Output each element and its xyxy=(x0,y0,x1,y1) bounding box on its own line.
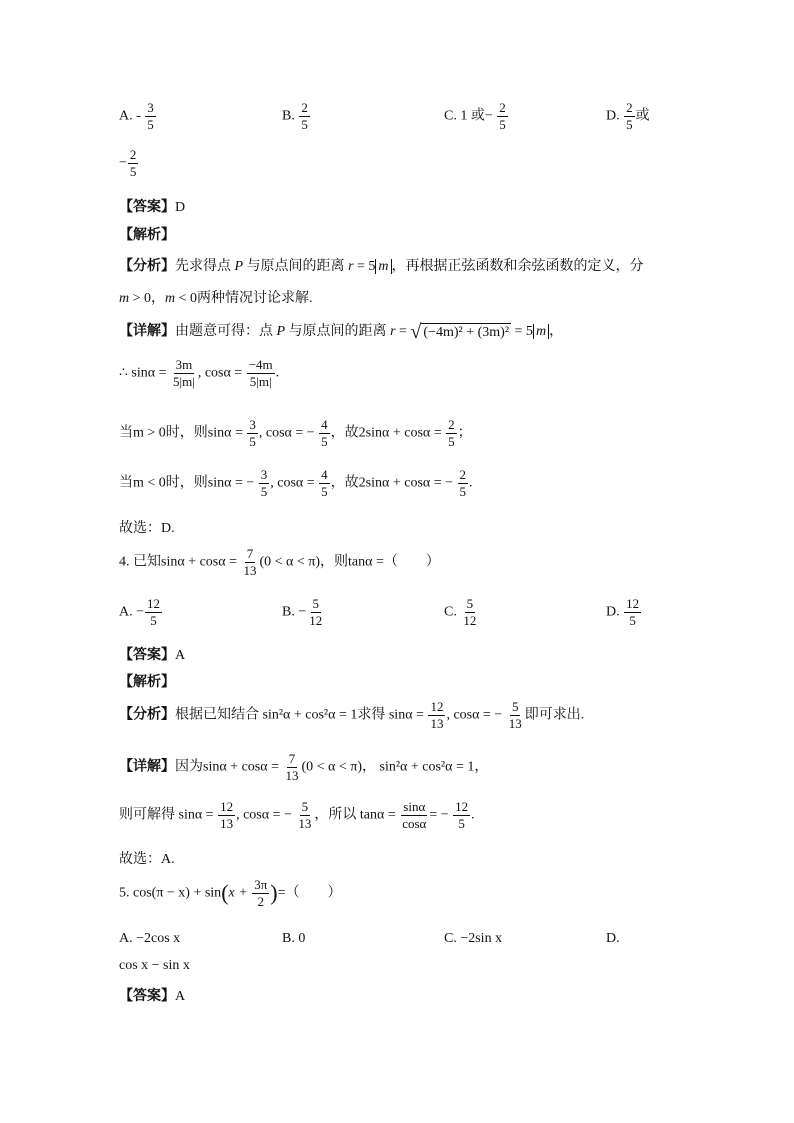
abs-m: m xyxy=(533,324,549,339)
text: = xyxy=(395,324,411,339)
fraction xyxy=(145,597,162,627)
denominator: 13 xyxy=(243,562,257,578)
denominator: 5 xyxy=(458,815,465,831)
q4-conclusion: 故选：A. xyxy=(119,852,175,867)
numerator: 7 xyxy=(288,751,296,766)
numerator: 4 xyxy=(321,417,328,432)
text: 4. 已知sinα + cosα = xyxy=(119,554,237,570)
option-label: B. xyxy=(282,108,295,124)
fraction xyxy=(319,468,330,498)
fraction xyxy=(307,597,324,627)
text: 先求得点 xyxy=(175,259,231,274)
q4-option-d xyxy=(606,597,642,627)
denominator: 5 xyxy=(260,483,268,499)
q3-analysis-label: 【解析】 xyxy=(119,228,175,243)
fraction xyxy=(624,101,635,131)
var-p: P xyxy=(276,324,286,339)
q3-fenxi-line1 xyxy=(119,255,644,275)
denominator: 5 xyxy=(301,116,308,132)
option-label: A. xyxy=(119,604,133,620)
fenxi-label: 【分析】 xyxy=(119,707,175,723)
q5-option-a: A. −2cos x xyxy=(119,931,181,946)
text: ； xyxy=(457,425,472,441)
fraction xyxy=(218,800,235,830)
q3-option-a xyxy=(119,101,157,131)
minus-sign: − xyxy=(119,155,127,171)
fraction xyxy=(299,101,310,131)
text: , cosα = − xyxy=(258,425,315,441)
answer-value: D xyxy=(175,200,186,215)
text: > 0， xyxy=(129,291,166,306)
text: 当 xyxy=(119,475,133,491)
q3-xiangjie-line2 xyxy=(119,358,279,388)
fraction xyxy=(171,358,197,388)
q3-case-negative xyxy=(119,468,473,498)
sqrt-expression xyxy=(410,322,511,342)
denominator: 13 xyxy=(430,715,444,731)
fraction xyxy=(247,418,258,448)
numerator: 12 xyxy=(147,596,161,611)
numerator: 3m xyxy=(175,357,193,372)
denominator: 5|m| xyxy=(172,373,195,389)
denominator: 5 xyxy=(448,433,455,449)
option-label: C. xyxy=(444,604,457,620)
numerator: 2 xyxy=(448,417,455,432)
fraction xyxy=(283,752,300,782)
numerator: 3π xyxy=(254,877,268,892)
text: sin²α + cos²α = 1， xyxy=(379,759,489,775)
denominator: 5 xyxy=(499,116,506,132)
radical-sign: √ xyxy=(410,320,422,343)
denominator: 5 xyxy=(150,612,157,628)
text: = − xyxy=(429,807,449,823)
q3-option-d-continued xyxy=(119,148,139,178)
text: =（ ） xyxy=(277,885,342,901)
q5-option-c: C. −2sin x xyxy=(444,931,503,946)
fraction xyxy=(461,597,478,627)
paren: ) xyxy=(270,880,278,906)
fraction xyxy=(296,800,313,830)
numerator: 4 xyxy=(321,467,328,482)
text: 由题意可得：点 xyxy=(175,324,273,339)
text: ，再根据正弦函数和余弦函数的定义，分 xyxy=(391,259,644,274)
denominator: 13 xyxy=(298,815,312,831)
q3-option-d xyxy=(606,101,650,131)
numerator: 12 xyxy=(626,596,640,611)
fraction xyxy=(497,101,508,131)
q4-fenxi xyxy=(119,700,584,730)
denominator: 5 xyxy=(321,433,328,449)
q3-fenxi-line2 xyxy=(119,287,313,307)
option-label: D. xyxy=(606,108,620,124)
q4-option-a xyxy=(119,597,163,627)
text: 当 xyxy=(119,425,133,441)
var-r: r xyxy=(390,324,396,339)
text: 即可求出. xyxy=(524,707,585,723)
minus-sign: − xyxy=(298,604,307,620)
numerator: 12 xyxy=(220,799,234,814)
denominator: 12 xyxy=(309,612,323,628)
fraction xyxy=(319,418,330,448)
denominator: 5 xyxy=(129,163,137,179)
text: , cosα = xyxy=(197,365,243,381)
answer-value: A xyxy=(175,648,186,663)
q4-xiangjie-line2 xyxy=(119,800,475,830)
text: x + xyxy=(228,885,248,901)
q3-xiangjie-line1 xyxy=(119,320,563,342)
denominator: 5 xyxy=(147,116,154,132)
q3-conclusion: 故选：D. xyxy=(119,521,175,536)
denominator: 5 xyxy=(626,116,633,132)
answer-label: 【答案】 xyxy=(119,989,175,1004)
denominator: 5|m| xyxy=(249,373,272,389)
answer-label: 【答案】 xyxy=(119,648,175,663)
q4-answer xyxy=(119,644,185,664)
denominator: cosα xyxy=(402,815,427,831)
fraction xyxy=(145,101,156,131)
numerator: 3 xyxy=(260,467,268,482)
xiangjie-label: 【详解】 xyxy=(119,324,175,339)
numerator: −4m xyxy=(248,357,273,372)
text: 与原点间的距离 xyxy=(246,259,345,274)
q5-option-b: B. 0 xyxy=(282,931,306,946)
xiangjie-label: 【详解】 xyxy=(119,759,175,775)
fraction xyxy=(507,700,524,730)
fraction xyxy=(428,700,445,730)
numerator: 2 xyxy=(301,100,308,115)
text: 5. cos(π − x) + sin xyxy=(119,885,222,901)
text: 与原点间的距离 xyxy=(288,324,387,339)
numerator: 5 xyxy=(511,699,519,714)
var-m: m xyxy=(165,291,176,306)
option-label: B. xyxy=(282,604,295,620)
numerator: sinα xyxy=(403,799,426,814)
fraction xyxy=(259,468,270,498)
var-m: m xyxy=(119,291,130,306)
fraction xyxy=(241,547,258,577)
text: = 5 xyxy=(511,324,533,339)
text: m < 0时，则sinα = − xyxy=(133,475,255,491)
numerator: 2 xyxy=(459,467,467,482)
fraction xyxy=(624,597,641,627)
denominator: 5 xyxy=(459,483,467,499)
numerator: 12 xyxy=(455,799,469,814)
fenxi-label: 【分析】 xyxy=(119,259,175,274)
text: , cosα = − xyxy=(446,707,503,723)
numerator: 5 xyxy=(312,596,319,611)
q5-answer xyxy=(119,985,185,1005)
q5-option-d-continued: cos x − sin x xyxy=(119,958,190,973)
fraction xyxy=(458,468,469,498)
text: < 0两种情况讨论求解. xyxy=(175,291,313,306)
or-text: 或 xyxy=(635,108,650,124)
numerator: 2 xyxy=(626,100,633,115)
text: 因为sinα + cosα = xyxy=(175,759,279,775)
text: ，所以 tanα = xyxy=(314,807,396,823)
denominator: 5 xyxy=(249,433,256,449)
var-p: P xyxy=(234,259,244,274)
numerator: 5 xyxy=(301,799,309,814)
denominator: 5 xyxy=(629,612,636,628)
text: m > 0时，则sinα = xyxy=(133,425,243,441)
answer-value: A xyxy=(175,989,186,1004)
denominator: 13 xyxy=(508,715,522,731)
minus-sign: − xyxy=(136,604,145,620)
q4-stem xyxy=(119,547,440,577)
text: , cosα = xyxy=(270,475,315,491)
numerator: 5 xyxy=(466,596,474,611)
abs-m: m xyxy=(375,259,391,274)
numerator: 3 xyxy=(147,100,154,115)
text: (0 < α < π) xyxy=(259,554,320,570)
numerator: 2 xyxy=(129,147,137,162)
text: ，则tanα =（ ） xyxy=(320,554,440,570)
denominator: 13 xyxy=(220,815,234,831)
text: . xyxy=(471,807,475,823)
text: ∴ sinα = xyxy=(119,365,167,381)
text: ，故2sinα + cosα = xyxy=(330,425,442,441)
var-r: r xyxy=(348,259,354,274)
fraction xyxy=(128,148,139,178)
text: ，故2sinα + cosα = − xyxy=(330,475,454,491)
denominator: 2 xyxy=(257,893,264,909)
paren: ( xyxy=(221,880,229,906)
numerator: 3 xyxy=(249,417,256,432)
q3-option-b xyxy=(282,101,311,131)
text: . xyxy=(275,365,280,381)
denominator: 12 xyxy=(463,612,477,628)
q4-option-c xyxy=(444,597,479,627)
numerator: 7 xyxy=(246,546,254,561)
q4-xiangjie-line1 xyxy=(119,752,488,782)
q5-option-d: D. xyxy=(606,931,620,946)
text: 则可解得 sinα = xyxy=(119,807,214,823)
option-label: A. xyxy=(119,108,133,124)
numerator: 12 xyxy=(430,699,444,714)
q4-option-b xyxy=(282,597,325,627)
q3-answer xyxy=(119,196,185,216)
radicand: (−4m)² + (3m)² xyxy=(423,324,510,340)
text: . xyxy=(469,475,473,491)
text: = 5 xyxy=(353,259,376,274)
option-label: C. 1 或 xyxy=(444,108,485,124)
q3-option-c xyxy=(444,101,509,131)
fraction xyxy=(247,358,275,388)
answer-label: 【答案】 xyxy=(119,200,175,215)
fraction xyxy=(400,800,428,830)
minus-sign: - xyxy=(136,108,141,124)
text: 根据已知结合 sin²α + cos²α = 1求得 sinα = xyxy=(175,707,424,723)
numerator: 2 xyxy=(499,100,506,115)
q5-stem xyxy=(119,878,342,908)
denominator: 13 xyxy=(285,767,299,783)
option-label: D. xyxy=(606,604,620,620)
denominator: 5 xyxy=(321,483,328,499)
fraction xyxy=(446,418,457,448)
text: ， xyxy=(549,324,564,339)
q3-case-positive xyxy=(119,418,472,448)
fraction xyxy=(453,800,470,830)
minus-sign: − xyxy=(484,108,493,124)
text: (0 < α < π)， xyxy=(301,759,376,775)
text: , cosα = − xyxy=(236,807,292,823)
q4-analysis-label: 【解析】 xyxy=(119,675,175,690)
fraction xyxy=(252,878,269,908)
